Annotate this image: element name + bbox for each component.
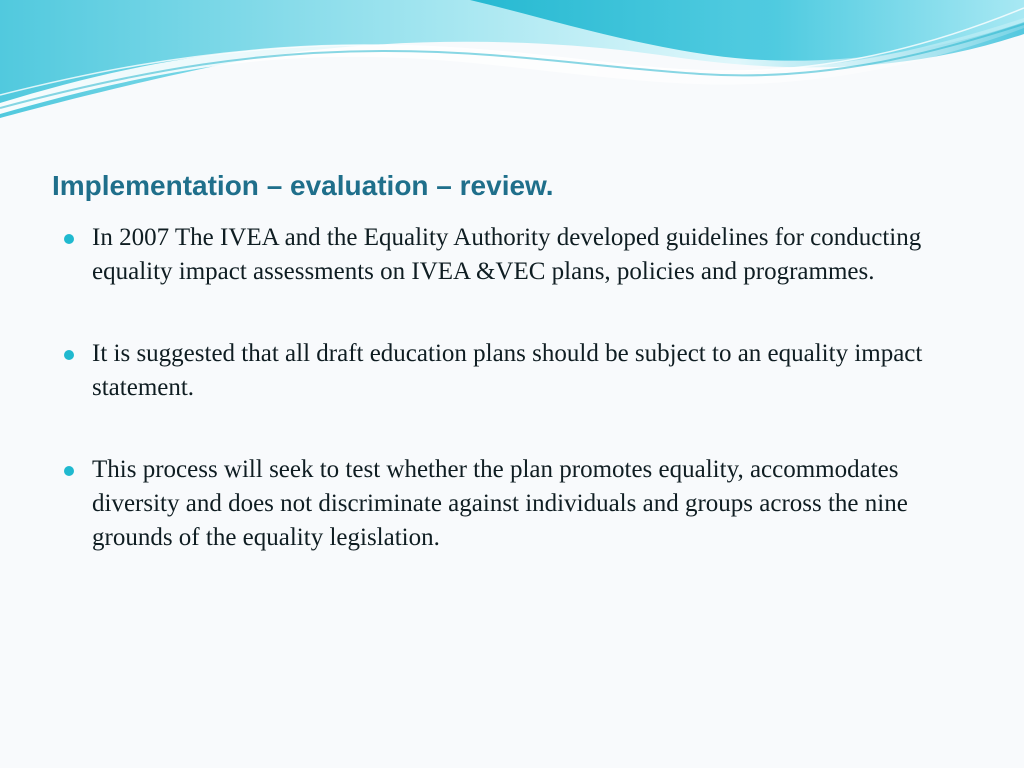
slide-title: Implementation – evaluation – review. — [52, 170, 554, 201]
round-bullet-icon — [64, 466, 74, 476]
bullet-list — [64, 221, 974, 555]
bullet-item-impact-statement — [64, 337, 974, 405]
bullet-item-guidelines — [64, 221, 974, 289]
round-bullet-icon — [64, 234, 74, 244]
bullet-text-guidelines: In 2007 The IVEA and the Equality Authority developed guidelines for conducting equality impact assessments on IVEA &VEC plans, policies and programmes. — [92, 224, 922, 285]
bullet-text-equality-test: This process will seek to test whether the plan promotes equality, accommodates diversity and does not discriminate against individuals and groups across the nine grounds of the equality legislation. — [92, 456, 908, 551]
round-bullet-icon — [64, 350, 74, 360]
bullet-item-equality-test — [64, 453, 974, 555]
bullet-text-impact-statement: It is suggested that all draft education plans should be subject to an equality impact statement. — [92, 340, 923, 401]
wave-icon — [0, 0, 1024, 130]
